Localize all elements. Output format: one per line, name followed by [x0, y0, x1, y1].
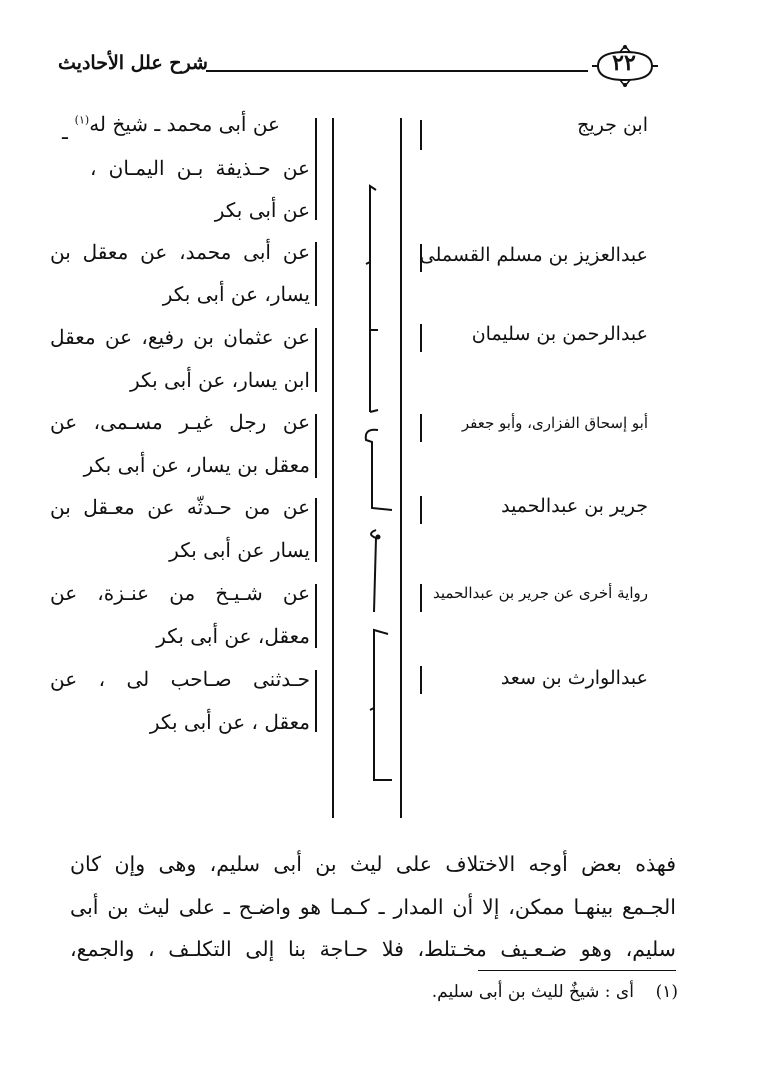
running-head-title: شرح علل الأحاديث: [58, 52, 208, 74]
chain-line: عن رجل غيـر مسـمى، عن: [50, 410, 310, 434]
narrator-name: عبدالرحمن بن سليمان: [471, 323, 648, 345]
chain-line: عن من حـدثّه عن معـقل بن: [50, 495, 310, 519]
paragraph-line: فهذه بعض أوجه الاختلاف على ليث بن أبى سليم، وهى وإن كان: [70, 852, 676, 876]
chain-text: عن أبى محمد ـ شيخ له: [89, 112, 280, 136]
chain-line: عن أبى بكر: [214, 198, 310, 222]
narrator-name: جرير بن عبدالحميد: [501, 495, 648, 517]
paragraph-line: الجـمع بينهـا ممكن، إلا أن المدار ـ كـمـا هو واضـح ـ على ليث بن أبى: [70, 895, 676, 919]
narrator-name: عبدالوارث بن سعد: [500, 667, 648, 689]
chain-line: عن عثمان بن رفيع، عن معقل: [50, 325, 310, 349]
chain-line: معقل، عن أبى بكر: [156, 624, 310, 648]
narrator-name: عبدالعزيز بن مسلم القسملى: [419, 244, 648, 266]
narrator-name: رواية أخرى عن جرير بن عبدالحميد: [433, 584, 648, 602]
footnote-rule: [478, 970, 676, 971]
chain-line: عن أبى محمد، عن معقل بن: [50, 240, 310, 264]
page-number: ٢٢: [612, 50, 636, 76]
chain-line: يسار عن أبى بكر: [169, 538, 310, 562]
chain-line: ابن يسار، عن أبى بكر: [130, 368, 310, 392]
narrator-name: أبو إسحاق الفزارى، وأبو جعفر: [461, 414, 648, 432]
chain-line: عن شـيـخ من عنـزة، عن: [50, 581, 310, 605]
chain-line: عن حـذيفة بـن اليمـان ،: [90, 156, 310, 180]
paragraph-line: سليم، وهو ضـعـيف مخـتلط، فلا حـاجة بنا إلى التكلـف ، والجمع،: [70, 937, 676, 961]
footnote-marker: (١): [655, 982, 678, 1002]
chain-line: حـدثنى صـاحب لى ، عن: [50, 667, 310, 691]
chain-line: يسار، عن أبى بكر: [162, 282, 310, 306]
chain-line: معقل ، عن أبى بكر: [149, 710, 310, 734]
chain-line: معقل بن يسار، عن أبى بكر: [83, 453, 310, 477]
dash-mark: ـ: [62, 120, 68, 144]
footnote: [178, 982, 678, 1002]
footnote-reference: (١): [74, 113, 90, 127]
footnote-text: أى : شيخٌ لليث بن أبى سليم.: [431, 982, 634, 1002]
narrator-name: ابن جريج: [577, 114, 648, 136]
